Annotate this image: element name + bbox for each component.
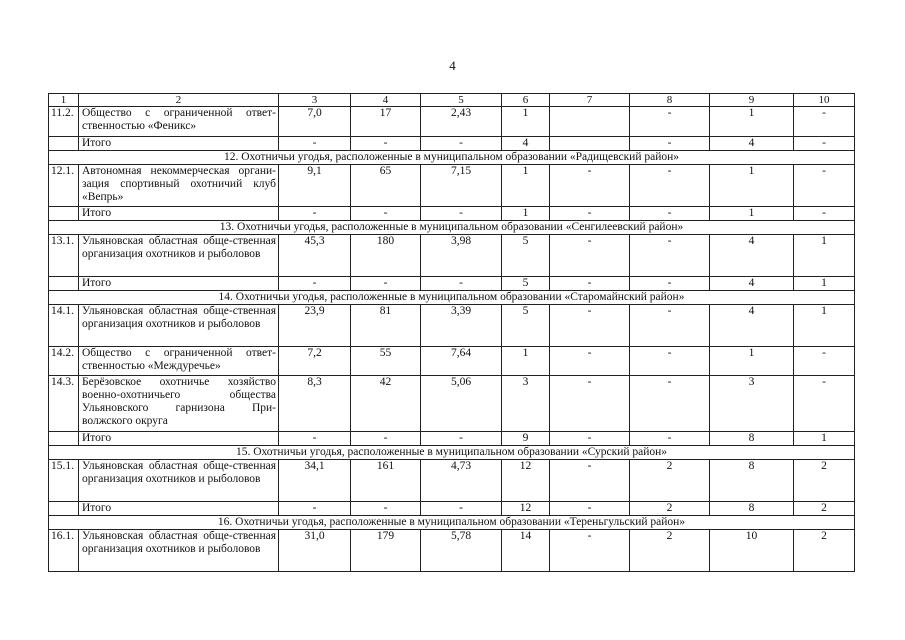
cell-col7: - <box>550 432 630 446</box>
cell-col3: - <box>279 502 351 516</box>
cell-col7 <box>550 107 630 137</box>
hunting-grounds-table <box>48 93 855 572</box>
total-label: Итого <box>79 502 279 516</box>
row-number: 12.1. <box>49 165 79 207</box>
cell-col3: - <box>279 432 351 446</box>
total-label: Итого <box>79 277 279 291</box>
cell-col9: 1 <box>710 207 794 221</box>
cell-col9: 4 <box>710 277 794 291</box>
cell-col3: 7,0 <box>279 107 351 137</box>
cell-col9: 4 <box>710 235 794 277</box>
cell-col5: 3,39 <box>421 305 502 347</box>
cell-col4: 42 <box>351 376 421 432</box>
cell-col9: 1 <box>710 165 794 207</box>
organization-name: Ульяновская областная обще-ственная организация охотников и рыболовов <box>79 460 279 502</box>
table-row <box>49 347 855 376</box>
cell-col4: - <box>351 502 421 516</box>
row-number: 16.1. <box>49 530 79 572</box>
cell-col5: 7,64 <box>421 347 502 376</box>
cell-col3: 31,0 <box>279 530 351 572</box>
cell-col5: 4,73 <box>421 460 502 502</box>
cell-col3: 34,1 <box>279 460 351 502</box>
total-row <box>49 137 855 151</box>
section-title: 16. Охотничьи угодья, расположенные в муниципальном образовании «Тереньгульский район» <box>49 516 855 530</box>
cell-col9: 3 <box>710 376 794 432</box>
cell-col9: 4 <box>710 137 794 151</box>
cell-col4: 65 <box>351 165 421 207</box>
cell-col10: 2 <box>794 530 855 572</box>
cell-col7 <box>550 137 630 151</box>
cell-col10: 1 <box>794 277 855 291</box>
cell-col7: - <box>550 460 630 502</box>
cell-col8: - <box>630 376 710 432</box>
row-number <box>49 502 79 516</box>
cell-col4: 81 <box>351 305 421 347</box>
organization-name: Общество с ограниченной ответ-ственностью «Феникс» <box>79 107 279 137</box>
cell-col6: 5 <box>502 235 550 277</box>
cell-col3: 23,9 <box>279 305 351 347</box>
organization-name: Ульяновская областная обще-ственная организация охотников и рыболовов <box>79 235 279 277</box>
cell-col7: - <box>550 376 630 432</box>
section-title: 15. Охотничьи угодья, расположенные в муниципальном образовании «Сурский район» <box>49 446 855 460</box>
cell-col3: 9,1 <box>279 165 351 207</box>
organization-name: Ульяновская областная обще-ственная организация охотников и рыболовов <box>79 530 279 572</box>
section-header-row <box>49 446 855 460</box>
cell-col7: - <box>550 165 630 207</box>
total-row <box>49 277 855 291</box>
cell-col6: 14 <box>502 530 550 572</box>
table-row <box>49 460 855 502</box>
section-header-row <box>49 291 855 305</box>
cell-col4: - <box>351 277 421 291</box>
cell-col9: 8 <box>710 432 794 446</box>
row-number: 11.2. <box>49 107 79 137</box>
cell-col5: 3,98 <box>421 235 502 277</box>
row-number: 15.1. <box>49 460 79 502</box>
cell-col6: 4 <box>502 137 550 151</box>
cell-col10: - <box>794 137 855 151</box>
cell-col3: - <box>279 207 351 221</box>
cell-col6: 12 <box>502 460 550 502</box>
section-title: 13. Охотничьи угодья, расположенные в муниципальном образовании «Сенгилеевский район» <box>49 221 855 235</box>
cell-col8: 2 <box>630 460 710 502</box>
cell-col7: - <box>550 277 630 291</box>
cell-col6: 1 <box>502 347 550 376</box>
header-cell: 7 <box>550 94 630 107</box>
cell-col7: - <box>550 207 630 221</box>
cell-col3: 8,3 <box>279 376 351 432</box>
cell-col10: - <box>794 207 855 221</box>
section-header-row <box>49 151 855 165</box>
cell-col6: 12 <box>502 502 550 516</box>
cell-col5: - <box>421 432 502 446</box>
header-cell: 4 <box>351 94 421 107</box>
cell-col10: - <box>794 165 855 207</box>
total-label: Итого <box>79 432 279 446</box>
header-cell: 2 <box>79 94 279 107</box>
cell-col4: - <box>351 207 421 221</box>
row-number: 14.1. <box>49 305 79 347</box>
row-number <box>49 137 79 151</box>
cell-col4: 161 <box>351 460 421 502</box>
cell-col7: - <box>550 305 630 347</box>
cell-col5: 2,43 <box>421 107 502 137</box>
cell-col9: 1 <box>710 107 794 137</box>
cell-col4: 180 <box>351 235 421 277</box>
cell-col8: - <box>630 107 710 137</box>
header-cell: 5 <box>421 94 502 107</box>
organization-name: Автономная некоммерческая органи-зация спортивный охотничий клуб «Вепрь» <box>79 165 279 207</box>
table-row <box>49 530 855 572</box>
cell-col9: 4 <box>710 305 794 347</box>
cell-col8: - <box>630 277 710 291</box>
cell-col8: - <box>630 137 710 151</box>
cell-col8: 2 <box>630 502 710 516</box>
header-cell: 1 <box>49 94 79 107</box>
cell-col5: - <box>421 277 502 291</box>
table-row <box>49 235 855 277</box>
cell-col4: 55 <box>351 347 421 376</box>
organization-name: Берёзовское охотничье хозяйство военно-охотничьего общества Ульяновского гарнизона При-волжского округа <box>79 376 279 432</box>
cell-col8: - <box>630 347 710 376</box>
section-title: 14. Охотничьи угодья, расположенные в муниципальном образовании «Старомайнский район» <box>49 291 855 305</box>
section-header-row <box>49 516 855 530</box>
cell-col4: 17 <box>351 107 421 137</box>
cell-col8: - <box>630 305 710 347</box>
cell-col8: - <box>630 165 710 207</box>
cell-col6: 5 <box>502 277 550 291</box>
cell-col4: - <box>351 137 421 151</box>
cell-col9: 8 <box>710 460 794 502</box>
table-row <box>49 165 855 207</box>
cell-col6: 1 <box>502 165 550 207</box>
cell-col10: - <box>794 376 855 432</box>
cell-col7: - <box>550 502 630 516</box>
header-cell: 9 <box>710 94 794 107</box>
cell-col10: - <box>794 107 855 137</box>
cell-col9: 10 <box>710 530 794 572</box>
row-number: 14.3. <box>49 376 79 432</box>
row-number: 14.2. <box>49 347 79 376</box>
total-label: Итого <box>79 137 279 151</box>
cell-col6: 5 <box>502 305 550 347</box>
cell-col6: 3 <box>502 376 550 432</box>
cell-col9: 1 <box>710 347 794 376</box>
table-row <box>49 305 855 347</box>
table-row <box>49 107 855 137</box>
cell-col4: - <box>351 432 421 446</box>
header-row <box>49 94 855 107</box>
organization-name: Ульяновская областная обще-ственная организация охотников и рыболовов <box>79 305 279 347</box>
cell-col7: - <box>550 235 630 277</box>
cell-col6: 9 <box>502 432 550 446</box>
table-row <box>49 376 855 432</box>
cell-col8: 2 <box>630 530 710 572</box>
cell-col3: 45,3 <box>279 235 351 277</box>
cell-col5: - <box>421 502 502 516</box>
section-header-row <box>49 221 855 235</box>
cell-col5: 7,15 <box>421 165 502 207</box>
cell-col10: 2 <box>794 502 855 516</box>
cell-col9: 8 <box>710 502 794 516</box>
page-number: 4 <box>449 58 456 73</box>
header-cell: 3 <box>279 94 351 107</box>
row-number: 13.1. <box>49 235 79 277</box>
section-title: 12. Охотничьи угодья, расположенные в муниципальном образовании «Радищевский район» <box>49 151 855 165</box>
organization-name: Общество с ограниченной ответ-ственностью «Междуречье» <box>79 347 279 376</box>
cell-col5: 5,06 <box>421 376 502 432</box>
cell-col5: - <box>421 137 502 151</box>
cell-col3: 7,2 <box>279 347 351 376</box>
cell-col5: - <box>421 207 502 221</box>
header-cell: 10 <box>794 94 855 107</box>
total-row <box>49 502 855 516</box>
cell-col7: - <box>550 530 630 572</box>
cell-col5: 5,78 <box>421 530 502 572</box>
cell-col6: 1 <box>502 207 550 221</box>
cell-col10: - <box>794 347 855 376</box>
cell-col3: - <box>279 137 351 151</box>
cell-col3: - <box>279 277 351 291</box>
cell-col10: 2 <box>794 460 855 502</box>
row-number <box>49 432 79 446</box>
cell-col8: - <box>630 207 710 221</box>
cell-col10: 1 <box>794 235 855 277</box>
total-row <box>49 432 855 446</box>
row-number <box>49 277 79 291</box>
cell-col7: - <box>550 347 630 376</box>
cell-col8: - <box>630 432 710 446</box>
cell-col10: 1 <box>794 305 855 347</box>
cell-col6: 1 <box>502 107 550 137</box>
cell-col8: - <box>630 235 710 277</box>
cell-col4: 179 <box>351 530 421 572</box>
row-number <box>49 207 79 221</box>
header-cell: 8 <box>630 94 710 107</box>
header-cell: 6 <box>502 94 550 107</box>
total-label: Итого <box>79 207 279 221</box>
total-row <box>49 207 855 221</box>
cell-col10: 1 <box>794 432 855 446</box>
